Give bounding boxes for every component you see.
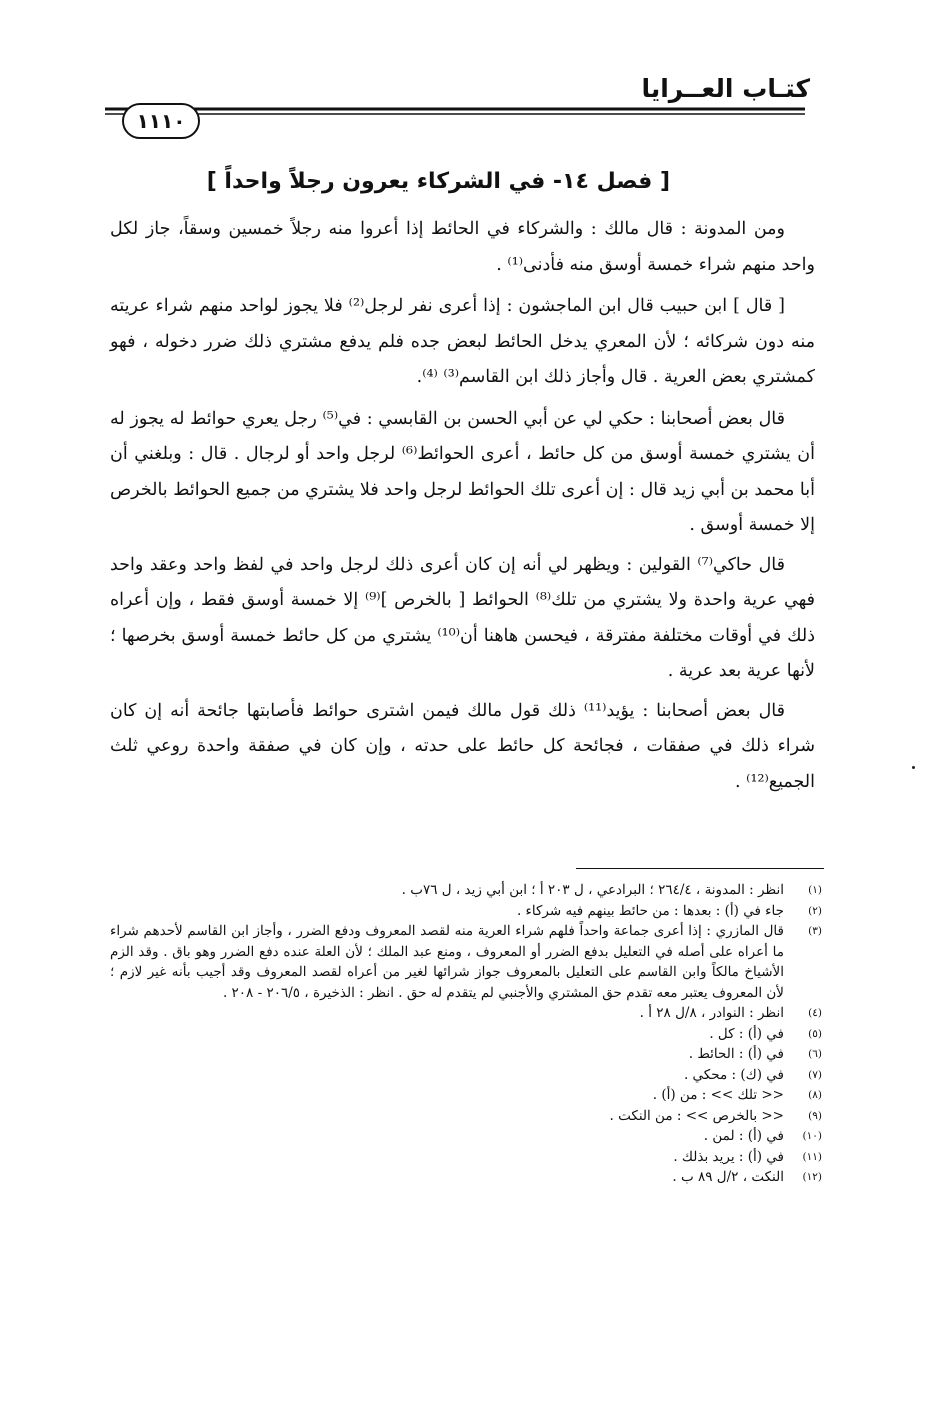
footnote [110,1024,822,1045]
footnote [110,921,822,1003]
footnote-text: في (أ) : كل . [709,1025,784,1042]
footnote [110,880,822,901]
footnote-text: قال المازري : إذا أعرى جماعة واحداً فلهم شراء العرية منه لقصد المعروف ودفع الضرر ، وأجاز ابن القاسم لأحدهم شراء ما أعراه على أصله في التعليل بدفع الضرر أو المعروف ، ومنع عبد الملك ؛ لأن العلة عنده دفع الضرر وهو باق . وقد الزم الأشياخ مالكاً وابن القاسم على التعليل بالمعروف جواز شرائها لغير من أعراه لقصد المعروف وقد أجيب بأنه غير لازم ؛ لأن المعروف يعتبر معه تقدم حق المشتري والأجنبي لم يتقدم له حق . انظر : الذخيرة ، ٢٠٦/٥ - ٢٠٨ . [110,923,784,1001]
main-text [110,212,815,804]
footnote-number: (٦) [808,1048,822,1060]
footnote-text: في (ك) : محكي . [683,1066,784,1083]
footnote-number: (١٠) [802,1130,822,1142]
footnote-number: (٢) [808,904,822,917]
footnote-text: في (أ) : الحائط . [688,1046,784,1062]
footnote [110,1044,822,1065]
margin-speck [912,766,915,769]
section-heading: [ فصل ١٤- في الشركاء يعرون رجلاً واحداً ] [206,169,670,194]
footnote-number: (٧) [808,1068,822,1081]
footnote-number: (٣) [808,925,822,937]
running-title: كتـاب العــرايا [641,74,810,103]
footnote-text: انظر : المدونة ، ٢٦٤/٤ ؛ البرادعي ، ل ٢٠٣ أ ؛ ابن أبي زيد ، ل ٧٦ب . [401,882,784,898]
paragraph: [ قال ] ابن حبيب قال ابن الماجشون : إذا أعرى نفر لرجل⁽²⁾ فلا يجوز لواحد منهم شراء عريته منه دون شركائه ؛ لأن المعري يدخل الحائط لبعض جده فلم يدفع مشتري ذلك ضرر دخوله ، فهو كمشتري بعض العرية . قال وأجاز ذلك ابن القاسم⁽³⁾ ⁽⁴⁾. [110,296,815,387]
header-decorative-rule [105,100,805,124]
footnote-text: << بالخرص >> : من النكت . [609,1107,784,1124]
footnote-number: (١٢) [802,1171,822,1183]
footnote-text: << تلك >> : من (أ) . [652,1087,784,1103]
footnote [110,1126,822,1147]
footnote [110,1147,822,1168]
paragraph: قال بعض أصحابنا : حكي لي عن أبي الحسن بن القابسي : في⁽⁵⁾ رجل يعري حوائط له يجوز له أن يشتري خمسة أوسق من كل حائط ، أعرى الحوائط⁽⁶⁾ لرجل واحد أو لرجال . قال : وبلغني أن أبا محمد بن أبي زيد قال : إن أعرى تلك الحوائط لرجل واحد فلا يشتري من جميع الحوائط بالخرص إلا خمسة أوسق . [110,408,815,535]
footnote-text: في (أ) : يريد بذلك . [673,1148,784,1165]
footnote-text: النكت ، ٢/ل ٨٩ ب . [672,1169,784,1185]
footnote-number: (٥) [808,1027,822,1040]
footnote [110,1106,822,1127]
paragraph: ومن المدونة : قال مالك : والشركاء في الحائط إذا أعروا منه رجلاً خمسين وسقاً، جاز لكل واحد منهم شراء خمسة أوسق منه فأدنى⁽¹⁾ . [110,219,815,275]
footnote [110,901,822,922]
footnote [110,1167,822,1188]
footnote-separator [576,868,824,869]
page-number: ١١١٠ [122,103,200,139]
footnote-number: (٩) [808,1109,822,1122]
footnotes [110,880,822,1188]
paragraph: قال حاكي⁽⁷⁾ القولين : ويظهر لي أنه إن كان أعرى ذلك لرجل واحد في لفظ واحد وعقد واحد فهي عرية واحدة ولا يشتري من تلك⁽⁸⁾ الحوائط [ بالخرص ]⁽⁹⁾ إلا خمسة أوسق فقط ، وإن أعراه ذلك في أوقات مختلفة مفترقة ، فيحسن هاهنا أن⁽¹⁰⁾ يشتري من كل حائط خمسة أوسق بخرصها ؛ لأنها عرية بعد عرية . [110,554,815,681]
footnote [110,1065,822,1086]
paragraph: قال بعض أصحابنا : يؤيد⁽¹¹⁾ ذلك قول مالك فيمن اشترى حوائط فأصابتها جائحة أنه إن كان شراء ذلك في صفقات ، فجائحة كل حائط على حدته ، وإن كان في صفقة واحدة روعي ثلث الجميع⁽¹²⁾ . [110,700,815,792]
footnote [110,1003,822,1024]
footnote-number: (٤) [808,1007,822,1019]
footnote-text: في (أ) : لمن . [703,1128,784,1144]
footnote-number: (١١) [802,1150,822,1163]
footnote-text: انظر : النوادر ، ٨/ل ٢٨ أ . [639,1005,784,1021]
footnote-text: جاء في (أ) : بعدها : من حائط بينهم فيه شركاء . [516,902,784,919]
footnote [110,1085,822,1106]
footnote-number: (١) [808,884,822,896]
footnote-number: (٨) [808,1089,822,1101]
